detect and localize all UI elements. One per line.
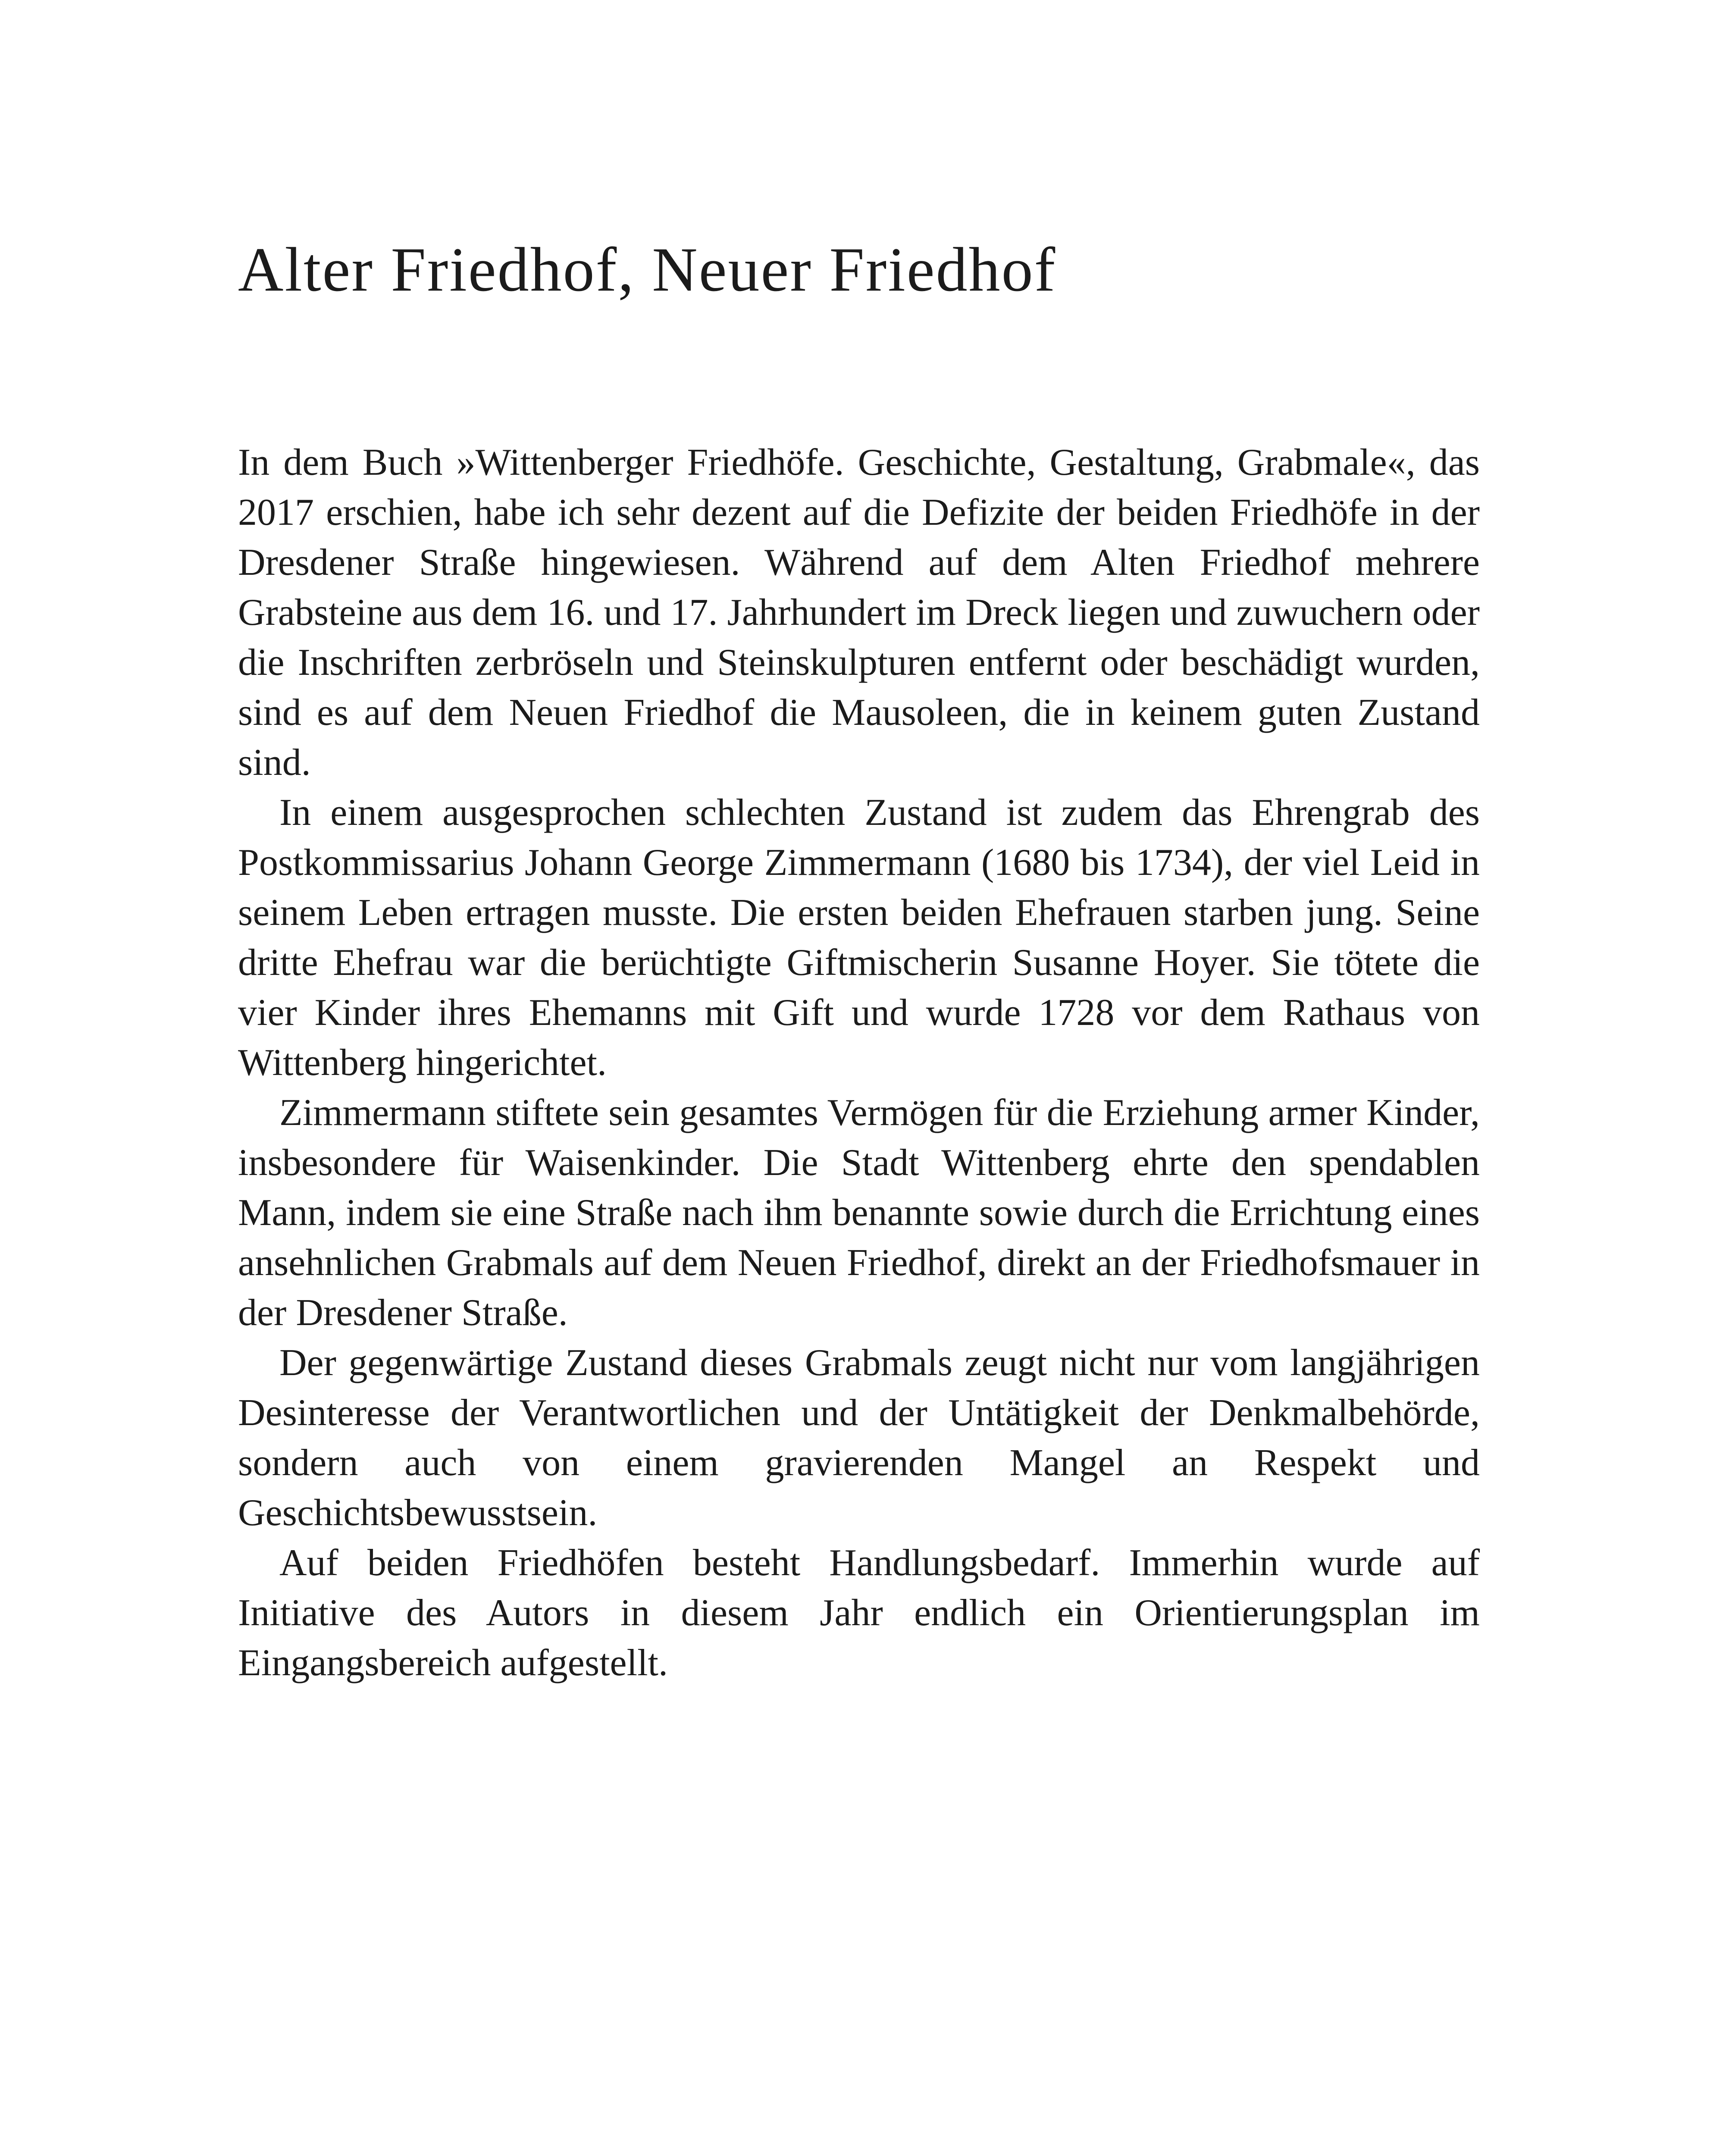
page-title: Alter Friedhof, Neuer Friedhof — [238, 235, 1057, 304]
paragraph-4: Der gegenwärtige Zustand dieses Grabmals zeugt nicht nur vom langjährigen Desinteresse der Verantwortlichen und der Untätigkeit der Denkmalbehörde, sondern auch von einem gravierenden Mangel an Respekt und Geschichtsbewusstsein. — [238, 1342, 1480, 1534]
paragraph-2: In einem ausgesprochen schlechten Zustand ist zudem das Ehrengrab des Postkommissarius Johann George Zimmermann (1680 bis 1734), der viel Leid in seinem Leben ertragen musste. Die ersten beiden Ehefrauen starben jung. Seine dritte Ehefrau war die berüchtigte Giftmischerin Susanne Hoyer. Sie tötete die vier Kinder ihres Ehemanns mit Gift und wurde 1728 vor dem Rathaus von Wittenberg hingerichtet. — [238, 792, 1480, 1084]
paragraph-5: Auf beiden Friedhöfen besteht Handlungsbedarf. Immerhin wurde auf Initiative des Autors in diesem Jahr endlich ein Orientierungsplan im Eingangsbereich aufgestellt. — [238, 1542, 1480, 1684]
body-text — [238, 438, 1480, 1688]
paragraph-3: Zimmermann stiftete sein gesamtes Vermögen für die Erziehung armer Kinder, insbesondere für Waisenkinder. Die Stadt Wittenberg ehrte den spendablen Mann, indem sie eine Straße nach ihm benannte sowie durch die Errichtung eines ansehnlichen Grabmals auf dem Neuen Friedhof, direkt an der Friedhofsmauer in der Dresdener Straße. — [238, 1092, 1480, 1334]
paragraph-1: In dem Buch »Wittenberger Friedhöfe. Geschichte, Gestaltung, Grabmale«, das 2017 erschien, habe ich sehr dezent auf die Defizite der beiden Friedhöfe in der Dresdener Straße hingewiesen. Während auf dem Alten Friedhof mehrere Grabsteine aus dem 16. und 17. Jahrhundert im Dreck liegen und zuwuchern oder die Inschriften zerbröseln und Steinskulpturen entfernt oder beschädigt wurden, sind es auf dem Neuen Friedhof die Mausoleen, die in keinem guten Zustand sind. — [238, 442, 1480, 783]
